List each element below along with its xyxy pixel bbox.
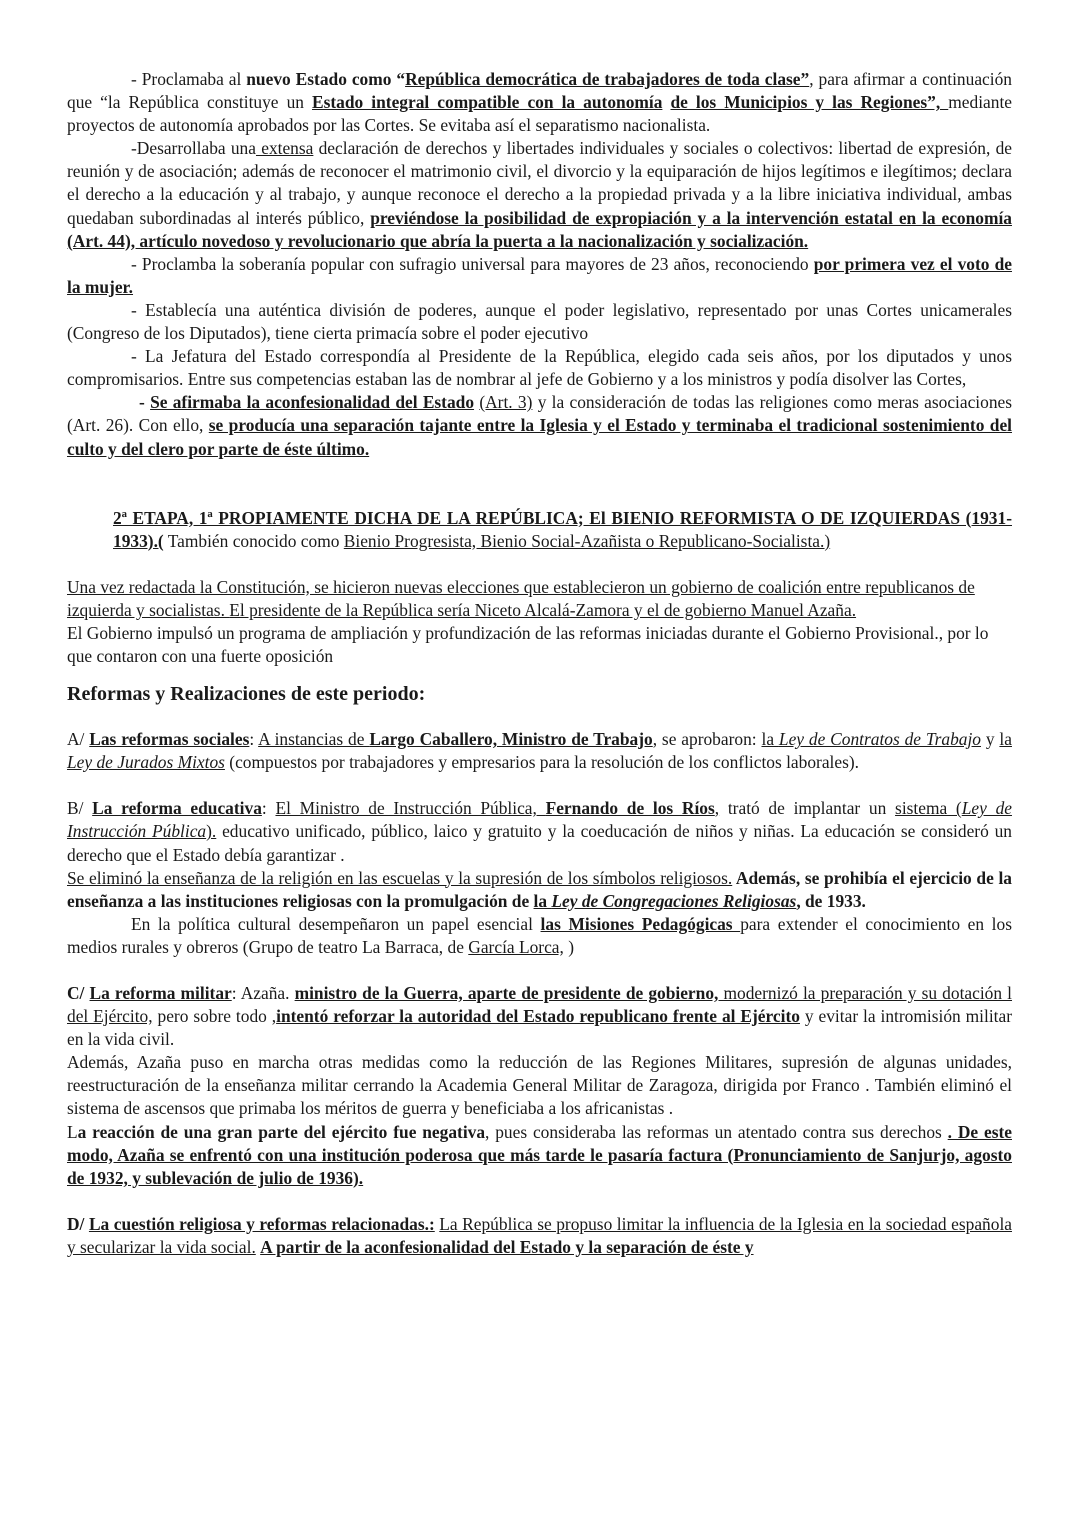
text: (compuestos por trabajadores y empresarios para la resolución de los conflictos laborales). [224,752,859,773]
text: Largo Caballero, Ministro de Trabajo [369,729,653,750]
text: L [67,1121,78,1142]
text: Ley de Congregaciones Religiosas [551,890,797,911]
reforma-militar-medidas: Además, Azaña puso en marcha otras medidas como la reducción de las Regiones Militares, supresión de algunas unidades, reestructuración de la enseñanza militar cerrando la Academia General Militar de Zaragoza, dirigida por Franco . También eliminó el sistema de ascensos que primaba los méritos de guerra y beneficiaba a los africanistas . [67,1052,1012,1119]
text: Se afirmaba la aconfesionalidad del Estado [150,392,475,413]
text: intentó reforzar la autoridad del Estado republicano frente al Ejército [276,1006,800,1027]
text: . De este modo, Azaña se enfrentó con una institución poderosa que más tarde le pasaría factura (Pronunciamiento de Sanjurjo, agosto de 1932, y sublevación de julio de 1936). [67,1121,1012,1188]
text: a reacción de una gran parte del ejército fue negativa [77,1121,486,1142]
text: se producía una separación tajante entre la Iglesia y el Estado y terminaba el tradicional sostenimiento del culto y del clero por parte de éste último. [67,415,1012,459]
text: : Azaña. [231,983,295,1003]
text: B/ [67,798,93,819]
text: A instancias de [258,729,370,750]
reforma-militar-reaccion [67,1121,1012,1190]
text: las Misiones Pedagógicas [540,913,741,934]
text: la [999,729,1012,750]
text: Estado integral compatible con la autonomía [312,92,663,113]
text: y la consideración de todas las religiones como meras asociaciones (Art. 26). Con ello, [67,392,1013,436]
text: nuevo Estado como “ [246,69,406,89]
text: previéndose la posibilidad de expropiación y a la intervención estatal en la economía (Art. 44), artículo novedoso y revolucionario que abría la puerta a la nacionalización y socialización. [67,207,1012,251]
reforma-educativa-religion [67,867,1012,913]
text: La cuestión religiosa y reformas relacionadas.: [88,1213,435,1234]
text: y [980,729,1000,750]
text: La reforma militar [89,983,232,1003]
text: Las reformas sociales [89,729,250,750]
text: La República se propuso limitar la influencia de la Iglesia en la sociedad española y secularizar la vida social. [67,1213,1012,1257]
text: , se aprobaron: [652,729,762,750]
text: Una vez redactada la Constitución, se hicieron nuevas elecciones que establecieron un gobierno de coalición entre republicanos de izquierda y socialistas. [67,576,975,620]
text: ). [206,821,217,842]
text: para extender el conocimiento en los medios rurales y obreros (Grupo de teatro La Barraca, de [67,913,1012,957]
paragraph-derechos [67,137,1012,252]
reforma-educativa [67,797,1012,866]
text: ) [563,936,575,957]
text: D/ [67,1213,89,1234]
text: , de 1933. [796,890,866,911]
etapa-heading [113,507,1012,553]
text: República democrática de trabajadores de toda clase” [405,69,810,89]
text: : [249,729,259,750]
text: extensa [255,138,314,159]
text: (Art. 3) [479,392,533,413]
text: Fernando de los Ríos [545,798,715,819]
text: : [261,798,276,819]
text: ministro de la Guerra, aparte de presidente de gobierno, [294,983,724,1003]
text: García Lorca, [468,936,564,957]
text: C/ [67,983,90,1003]
text: El presidente de la República sería Niceto Alcalá-Zamora y el de gobierno Manuel Azaña. [229,599,857,620]
text: la [533,890,552,911]
text: trató de implantar un [719,798,896,819]
text: - Proclamba la soberanía popular con sufragio universal para mayores de 23 años, reconociendo [131,253,814,274]
text: , [714,798,720,819]
text: Se eliminó la enseñanza de la religión en las escuelas y la supresión de los símbolos religiosos. [67,867,733,888]
text: -Desarrollaba una [131,138,256,159]
text: 2ª ETAPA, 1ª PROPIAMENTE DICHA DE LA REPÚBLICA; El BIENIO REFORMISTA O DE IZQUIERDAS (1931-1933).( [113,507,1012,551]
text: educativo unificado, público, laico y gratuito y la coeducación de niños y niñas. La educación se consideró un derecho que el Estado debía garantizar . [67,821,1012,865]
paragraph-elecciones [67,576,1012,622]
text: - Proclamaba al [131,69,247,89]
text: Ley de Contratos de Trabajo [778,729,981,750]
text: , pues consideraba las reformas un atentado contra sus derechos [485,1121,948,1142]
text: declaración de derechos y libertades individuales y sociales o colectivos: libertad de expresión, de reunión y de asociación; además de reconocer el matrimonio civil, el divorcio y la equiparación de hijos legítimos e ilegítimos; declara el derecho a la educación y al trabajo, y aunque reconoce el derecho a la propiedad privada y a la libre iniciativa individual, ambas quedaban subordinadas al interés público, [67,138,1013,228]
text: - [139,392,151,413]
paragraph-sufragio [67,253,1012,299]
text: También conocido como [163,530,344,551]
text: , para afirmar a continuación que “la República constituye un [67,69,1012,113]
text: Bienio Progresista, Bienio Social-Azañista o Republicano-Socialista.) [343,530,831,551]
text: modernizó la preparación y su dotación l del Ejército, [67,983,1013,1027]
text: de los Municipios y las Regiones”, [670,92,949,113]
section-title: Reformas y Realizaciones de este periodo: [67,683,426,706]
text: Además, se prohibía el ejercicio de la enseñanza a las instituciones religiosas con la promulgación de [67,867,1012,911]
paragraph-jefatura: - La Jefatura del Estado correspondía al Presidente de la República, elegido cada seis años, por los diputados y unos compromisarios. Entre sus competencias estaban las de nombrar al jefe de Gobierno y a los ministros y podía disolver las Cortes, [67,346,1012,390]
text: sistema ( [895,798,962,819]
text: pero sobre todo , [152,1006,277,1027]
cuestion-religiosa [67,1213,1012,1259]
text: Ley de Instrucción Pública [67,798,1012,842]
paragraph-poderes: - Establecía una auténtica división de poderes, aunque el poder legislativo, representado por unas Cortes unicamerales (Congreso de los Diputados), tiene cierta primacía sobre el poder ejecutivo [67,299,1012,344]
text: El Ministro de Instrucción Pública, [275,798,546,819]
paragraph-aconfesionalidad [67,391,1012,460]
text: La reforma educativa [92,798,262,819]
reforma-social [67,728,1012,774]
text: mediante proyectos de autonomía aprobados por las Cortes. Se evitaba así el separatismo nacionalista. [67,92,1013,136]
reforma-educativa-cultura [67,913,1012,959]
text: Ley de Jurados Mixtos [67,752,225,773]
reforma-militar [67,982,1012,1051]
paragraph-estado [67,68,1012,137]
text: por primera vez el voto de la mujer. [67,253,1012,297]
text: la [761,729,779,750]
text: y evitar la intromisión militar en la vida civil. [67,1006,1012,1050]
text: A partir de la aconfesionalidad del Estado y la separación de éste y [260,1236,754,1257]
paragraph-gobierno: El Gobierno impulsó un programa de ampliación y profundización de las reformas iniciadas durante el Gobierno Provisional., por lo que contaron con una fuerte oposición [67,622,989,667]
text: A/ [67,729,90,750]
text: En la política cultural desempeñaron un papel esencial [131,913,541,934]
